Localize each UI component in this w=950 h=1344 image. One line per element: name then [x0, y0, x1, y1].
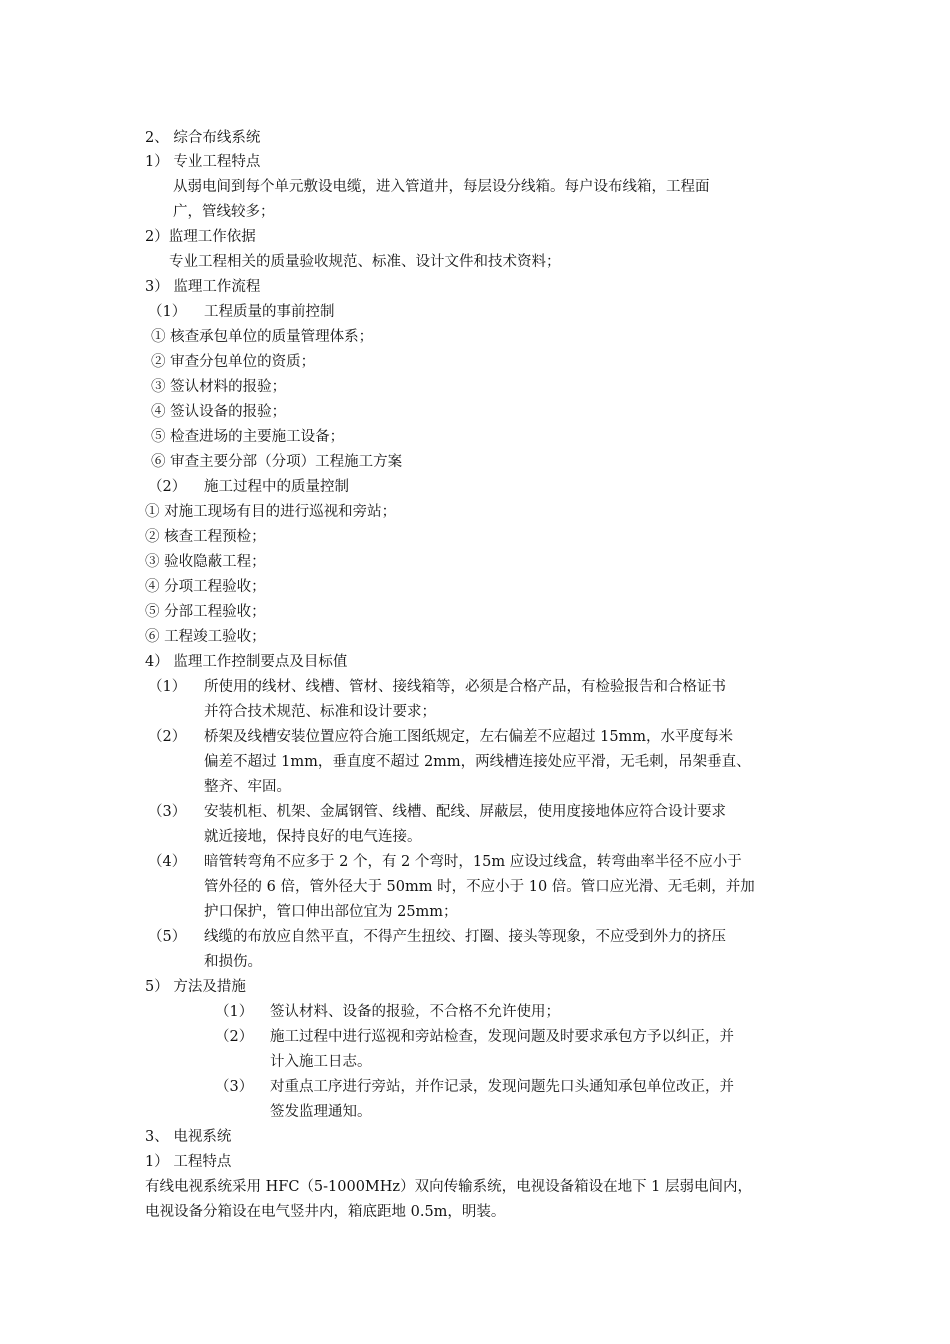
list-item: ① 对施工现场有目的进行巡视和旁站；: [145, 504, 397, 520]
list-number: （5）: [148, 929, 187, 945]
paragraph-line: 暗管转弯角不应多于 2 个，有 2 个弯时，15m 应设过线盒，转弯曲率半径不应小于: [204, 854, 742, 870]
list-item: ⑤ 检查进场的主要施工设备；: [151, 429, 345, 445]
list-number: （3）: [148, 804, 187, 820]
list-item: ③ 验收隐蔽工程；: [145, 554, 266, 570]
list-number: （1）: [215, 1004, 254, 1020]
subsection-heading: 5） 方法及措施: [145, 979, 246, 995]
list-heading: 工程质量的事前控制: [204, 304, 335, 320]
list-number: （2）: [148, 729, 187, 745]
paragraph-line: 所使用的线材、线槽、管材、接线箱等，必须是合格产品，有检验报告和合格证书: [204, 679, 726, 695]
paragraph-line: 线缆的布放应自然平直，不得产生扭绞、打圈、接头等现象，不应受到外力的挤压: [204, 929, 726, 945]
paragraph-line: 护口保护，管口伸出部位宜为 25mm；: [204, 904, 458, 920]
subsection-heading: 4） 监理工作控制要点及目标值: [145, 654, 348, 670]
paragraph-line: 签发监理通知。: [270, 1104, 372, 1120]
list-item: ② 审查分包单位的资质；: [151, 354, 316, 370]
list-number: （1）: [148, 304, 187, 320]
paragraph-line: 和损伤。: [204, 954, 262, 970]
paragraph-line: 施工过程中进行巡视和旁站检查，发现问题及时要求承包方予以纠正，并: [270, 1029, 734, 1045]
subsection-heading: 1） 工程特点: [145, 1154, 232, 1170]
list-item: ② 核查工程预检；: [145, 529, 266, 545]
subsection-heading: 1） 专业工程特点: [145, 154, 261, 170]
list-item: ① 核查承包单位的质量管理体系；: [151, 329, 374, 345]
list-item: ⑥ 审查主要分部（分项）工程施工方案: [151, 454, 403, 470]
paragraph-line: 偏差不超过 1mm，垂直度不超过 2mm，两线槽连接处应平滑，无毛刺，吊架垂直、: [204, 754, 751, 770]
paragraph-line: 电视设备分箱设在电气竖井内，箱底距地 0.5m，明装。: [145, 1204, 506, 1220]
paragraph-line: 就近接地，保持良好的电气连接。: [204, 829, 422, 845]
paragraph-line: 整齐、牢固。: [204, 779, 291, 795]
paragraph-line: 对重点工序进行旁站，并作记录，发现问题先口头通知承包单位改正，并: [270, 1079, 734, 1095]
paragraph-line: 桥架及线槽安装位置应符合施工图纸规定，左右偏差不应超过 15mm，水平度每米: [204, 729, 734, 745]
list-number: （4）: [148, 854, 187, 870]
list-number: （2）: [148, 479, 187, 495]
subsection-heading: 2）监理工作依据: [145, 229, 256, 245]
list-item: ③ 签认材料的报验；: [151, 379, 287, 395]
list-item: ⑤ 分部工程验收；: [145, 604, 266, 620]
paragraph-line: 从弱电间到每个单元敷设电缆，进入管道井，每层设分线箱。每户设布线箱，工程面: [173, 179, 710, 195]
paragraph-line: 专业工程相关的质量验收规范、标准、设计文件和技术资料；: [169, 254, 561, 270]
paragraph-line: 签认材料、设备的报验，不合格不允许使用；: [270, 1004, 560, 1020]
list-number: （1）: [148, 679, 187, 695]
paragraph-line: 管外径的 6 倍，管外径大于 50mm 时，不应小于 10 倍。管口应光滑、无毛刺，并加: [204, 879, 755, 895]
paragraph-line: 安装机柜、机架、金属钢管、线槽、配线、屏蔽层，使用度接地体应符合设计要求: [204, 804, 726, 820]
paragraph-line: 并符合技术规范、标准和设计要求；: [204, 704, 436, 720]
list-number: （2）: [215, 1029, 254, 1045]
list-heading: 施工过程中的质量控制: [204, 479, 349, 495]
list-item: ④ 分项工程验收；: [145, 579, 266, 595]
subsection-heading: 3） 监理工作流程: [145, 279, 261, 295]
list-number: （3）: [215, 1079, 254, 1095]
paragraph-line: 有线电视系统采用 HFC（5-1000MHz）双向传输系统，电视设备箱设在地下 1 层弱电间内，: [145, 1179, 753, 1195]
list-item: ④ 签认设备的报验；: [151, 404, 287, 420]
section-heading: 3、 电视系统: [145, 1129, 232, 1145]
section-heading: 2、 综合布线系统: [145, 130, 261, 146]
paragraph-line: 广，管线较多；: [173, 204, 275, 220]
paragraph-line: 计入施工日志。: [270, 1054, 372, 1070]
list-item: ⑥ 工程竣工验收；: [145, 629, 266, 645]
